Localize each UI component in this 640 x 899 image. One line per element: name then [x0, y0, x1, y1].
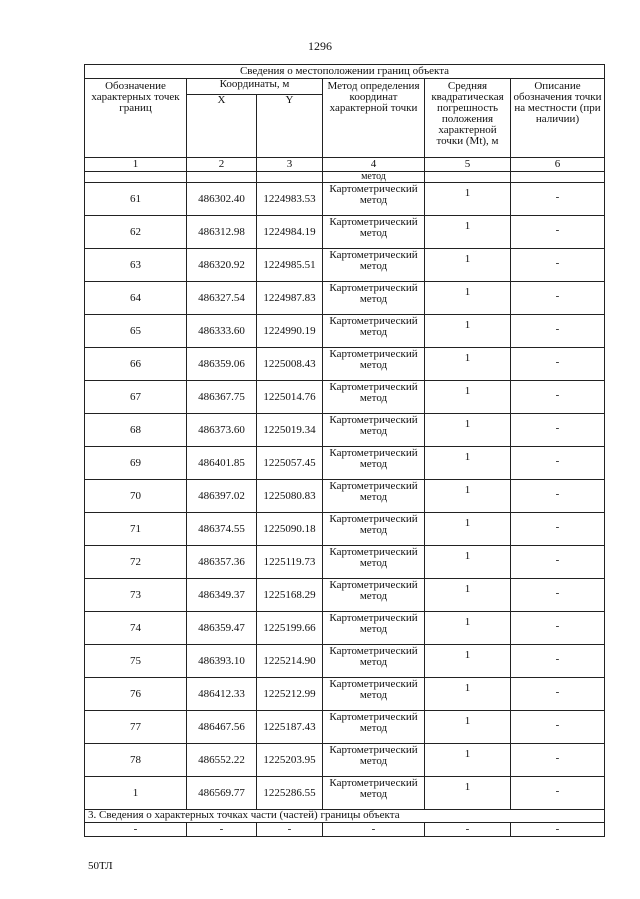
- point-id-cell: 1: [85, 777, 187, 810]
- y-coordinate-cell: 1225057.45: [257, 447, 323, 480]
- x-coordinate-cell: 486401.85: [187, 447, 257, 480]
- x-coordinate-cell: 486367.75: [187, 381, 257, 414]
- x-coordinate-cell: 486374.55: [187, 513, 257, 546]
- accuracy-cell: 1: [425, 348, 511, 381]
- header-designation: Обозначение характерных точек границ: [85, 79, 187, 158]
- column-number: 2: [187, 158, 257, 172]
- y-coordinate-cell: 1225014.76: [257, 381, 323, 414]
- table-row: [85, 447, 605, 480]
- table-row: [85, 711, 605, 744]
- table-row: [85, 216, 605, 249]
- accuracy-cell: 1: [425, 249, 511, 282]
- y-coordinate-cell: 1225203.95: [257, 744, 323, 777]
- table-row: [85, 183, 605, 216]
- description-cell: -: [511, 711, 605, 744]
- accuracy-cell: 1: [425, 678, 511, 711]
- accuracy-cell: 1: [425, 645, 511, 678]
- point-id-cell: 73: [85, 579, 187, 612]
- column-number: 5: [425, 158, 511, 172]
- x-coordinate-cell: 486552.22: [187, 744, 257, 777]
- point-id-cell: 67: [85, 381, 187, 414]
- continuation-row: [85, 172, 605, 183]
- method-line: Картометрический: [329, 711, 418, 723]
- y-coordinate-cell: 1225019.34: [257, 414, 323, 447]
- section-3-title: 3. Сведения о характерных точках части (частей) границы объекта: [85, 810, 605, 823]
- table-row: [85, 249, 605, 282]
- table-row: [85, 513, 605, 546]
- method-line: Картометрический: [329, 777, 418, 789]
- description-cell: -: [511, 678, 605, 711]
- method-line: метод: [359, 458, 388, 470]
- header-coordinates: Координаты, м: [187, 79, 323, 95]
- method-cell: [323, 513, 425, 546]
- footer-code: 50ТЛ: [88, 860, 113, 872]
- continued-method-cell: метод: [323, 172, 425, 183]
- description-cell: -: [511, 216, 605, 249]
- method-line: Картометрический: [329, 282, 418, 294]
- table-row: [85, 678, 605, 711]
- accuracy-cell: 1: [425, 744, 511, 777]
- description-cell: -: [511, 414, 605, 447]
- description-cell: -: [511, 513, 605, 546]
- method-cell: [323, 744, 425, 777]
- y-coordinate-cell: 1225212.99: [257, 678, 323, 711]
- method-cell: [323, 546, 425, 579]
- accuracy-cell: 1: [425, 711, 511, 744]
- accuracy-cell: 1: [425, 513, 511, 546]
- table-row: [85, 744, 605, 777]
- accuracy-cell: 1: [425, 381, 511, 414]
- method-line: Картометрический: [329, 546, 418, 558]
- method-cell: [323, 183, 425, 216]
- x-coordinate-cell: 486359.47: [187, 612, 257, 645]
- description-cell: -: [511, 447, 605, 480]
- method-line: метод: [359, 392, 388, 404]
- y-coordinate-cell: 1224983.53: [257, 183, 323, 216]
- description-cell: -: [511, 546, 605, 579]
- method-line: Картометрический: [329, 678, 418, 690]
- accuracy-cell: 1: [425, 480, 511, 513]
- y-coordinate-cell: 1225199.66: [257, 612, 323, 645]
- method-cell: [323, 315, 425, 348]
- x-coordinate-cell: 486327.54: [187, 282, 257, 315]
- method-line: Картометрический: [329, 645, 418, 657]
- table-row: [85, 381, 605, 414]
- method-line: Картометрический: [329, 447, 418, 459]
- method-cell: [323, 249, 425, 282]
- method-line: метод: [359, 491, 388, 503]
- x-coordinate-cell: 486357.36: [187, 546, 257, 579]
- method-line: метод: [359, 788, 388, 800]
- accuracy-cell: 1: [425, 414, 511, 447]
- description-cell: -: [511, 612, 605, 645]
- method-line: метод: [359, 326, 388, 338]
- accuracy-cell: 1: [425, 315, 511, 348]
- method-line: Картометрический: [329, 381, 418, 393]
- table-row: [85, 823, 605, 837]
- table-row: [85, 546, 605, 579]
- x-coordinate-cell: 486312.98: [187, 216, 257, 249]
- table-row: [85, 777, 605, 810]
- column-number: 6: [511, 158, 605, 172]
- method-cell: [323, 678, 425, 711]
- y-coordinate-cell: 1224985.51: [257, 249, 323, 282]
- y-coordinate-cell: 1224990.19: [257, 315, 323, 348]
- x-coordinate-cell: 486333.60: [187, 315, 257, 348]
- method-line: метод: [359, 227, 388, 239]
- method-line: метод: [359, 623, 388, 635]
- method-cell: [323, 612, 425, 645]
- header-y: Y: [257, 95, 323, 158]
- x-coordinate-cell: 486302.40: [187, 183, 257, 216]
- method-line: метод: [359, 590, 388, 602]
- point-id-cell: 68: [85, 414, 187, 447]
- method-line: Картометрический: [329, 249, 418, 261]
- x-coordinate-cell: 486412.33: [187, 678, 257, 711]
- table-row: [85, 348, 605, 381]
- y-coordinate-cell: 1225168.29: [257, 579, 323, 612]
- y-coordinate-cell: 1225286.55: [257, 777, 323, 810]
- point-id-cell: 64: [85, 282, 187, 315]
- method-cell: [323, 414, 425, 447]
- table-row: [85, 645, 605, 678]
- boundary-points-table: [84, 64, 605, 837]
- description-cell: -: [511, 744, 605, 777]
- column-number: 4: [323, 158, 425, 172]
- method-cell: [323, 579, 425, 612]
- method-cell: [323, 348, 425, 381]
- point-id-cell: 62: [85, 216, 187, 249]
- method-line: метод: [359, 524, 388, 536]
- point-id-cell: 61: [85, 183, 187, 216]
- dash-cell: -: [187, 823, 257, 837]
- method-line: Картометрический: [329, 612, 418, 624]
- y-coordinate-cell: 1225008.43: [257, 348, 323, 381]
- method-line: метод: [359, 194, 388, 206]
- point-id-cell: 71: [85, 513, 187, 546]
- table-row: [85, 480, 605, 513]
- point-id-cell: 72: [85, 546, 187, 579]
- point-id-cell: 74: [85, 612, 187, 645]
- method-line: Картометрический: [329, 744, 418, 756]
- method-line: метод: [359, 656, 388, 668]
- description-cell: -: [511, 645, 605, 678]
- header-accuracy: Средняя квадратическая погрешность положения характерной точки (Mt), м: [425, 79, 511, 158]
- accuracy-cell: 1: [425, 447, 511, 480]
- description-cell: -: [511, 183, 605, 216]
- method-line: метод: [359, 755, 388, 767]
- y-coordinate-cell: 1225080.83: [257, 480, 323, 513]
- description-cell: -: [511, 348, 605, 381]
- method-cell: [323, 777, 425, 810]
- method-cell: [323, 645, 425, 678]
- dash-cell: -: [323, 823, 425, 837]
- description-cell: -: [511, 315, 605, 348]
- x-coordinate-cell: 486359.06: [187, 348, 257, 381]
- method-line: Картометрический: [329, 414, 418, 426]
- point-id-cell: 77: [85, 711, 187, 744]
- x-coordinate-cell: 486467.56: [187, 711, 257, 744]
- y-coordinate-cell: 1224984.19: [257, 216, 323, 249]
- method-cell: [323, 447, 425, 480]
- point-id-cell: 70: [85, 480, 187, 513]
- method-line: метод: [359, 260, 388, 272]
- method-line: метод: [359, 689, 388, 701]
- method-line: Картометрический: [329, 216, 418, 228]
- accuracy-cell: 1: [425, 216, 511, 249]
- description-cell: -: [511, 381, 605, 414]
- column-number: 3: [257, 158, 323, 172]
- column-number: 1: [85, 158, 187, 172]
- y-coordinate-cell: 1225187.43: [257, 711, 323, 744]
- method-line: метод: [359, 557, 388, 569]
- method-cell: [323, 282, 425, 315]
- y-coordinate-cell: 1225090.18: [257, 513, 323, 546]
- accuracy-cell: 1: [425, 282, 511, 315]
- description-cell: -: [511, 777, 605, 810]
- column-numbers-row: [85, 158, 605, 172]
- description-cell: -: [511, 579, 605, 612]
- method-cell: [323, 216, 425, 249]
- table-title: Сведения о местоположении границ объекта: [85, 65, 605, 79]
- table-row: [85, 315, 605, 348]
- table-row: [85, 414, 605, 447]
- method-cell: [323, 711, 425, 744]
- method-line: Картометрический: [329, 183, 418, 195]
- method-line: метод: [359, 359, 388, 371]
- x-coordinate-cell: 486349.37: [187, 579, 257, 612]
- method-line: Картометрический: [329, 579, 418, 591]
- method-line: метод: [359, 293, 388, 305]
- header-x: X: [187, 95, 257, 158]
- page-number: 1296: [308, 39, 332, 53]
- accuracy-cell: 1: [425, 777, 511, 810]
- point-id-cell: 65: [85, 315, 187, 348]
- table-row: [85, 579, 605, 612]
- accuracy-cell: 1: [425, 546, 511, 579]
- method-line: метод: [359, 425, 388, 437]
- method-line: Картометрический: [329, 315, 418, 327]
- accuracy-cell: 1: [425, 183, 511, 216]
- table-row: [85, 612, 605, 645]
- point-id-cell: 69: [85, 447, 187, 480]
- method-line: Картометрический: [329, 480, 418, 492]
- method-line: Картометрический: [329, 513, 418, 525]
- header-method: Метод определения координат характерной точки: [323, 79, 425, 158]
- table-row: [85, 282, 605, 315]
- header-description: Описание обозначения точки на местности (при наличии): [511, 79, 605, 158]
- point-id-cell: 66: [85, 348, 187, 381]
- method-cell: [323, 381, 425, 414]
- dash-cell: -: [85, 823, 187, 837]
- x-coordinate-cell: 486320.92: [187, 249, 257, 282]
- method-line: Картометрический: [329, 348, 418, 360]
- x-coordinate-cell: 486373.60: [187, 414, 257, 447]
- description-cell: -: [511, 282, 605, 315]
- dash-cell: -: [257, 823, 323, 837]
- y-coordinate-cell: 1225214.90: [257, 645, 323, 678]
- y-coordinate-cell: 1225119.73: [257, 546, 323, 579]
- dash-cell: -: [425, 823, 511, 837]
- x-coordinate-cell: 486393.10: [187, 645, 257, 678]
- point-id-cell: 75: [85, 645, 187, 678]
- y-coordinate-cell: 1224987.83: [257, 282, 323, 315]
- description-cell: -: [511, 480, 605, 513]
- point-id-cell: 76: [85, 678, 187, 711]
- x-coordinate-cell: 486569.77: [187, 777, 257, 810]
- accuracy-cell: 1: [425, 612, 511, 645]
- dash-cell: -: [511, 823, 605, 837]
- point-id-cell: 78: [85, 744, 187, 777]
- point-id-cell: 63: [85, 249, 187, 282]
- method-line: метод: [359, 722, 388, 734]
- accuracy-cell: 1: [425, 579, 511, 612]
- x-coordinate-cell: 486397.02: [187, 480, 257, 513]
- method-cell: [323, 480, 425, 513]
- description-cell: -: [511, 249, 605, 282]
